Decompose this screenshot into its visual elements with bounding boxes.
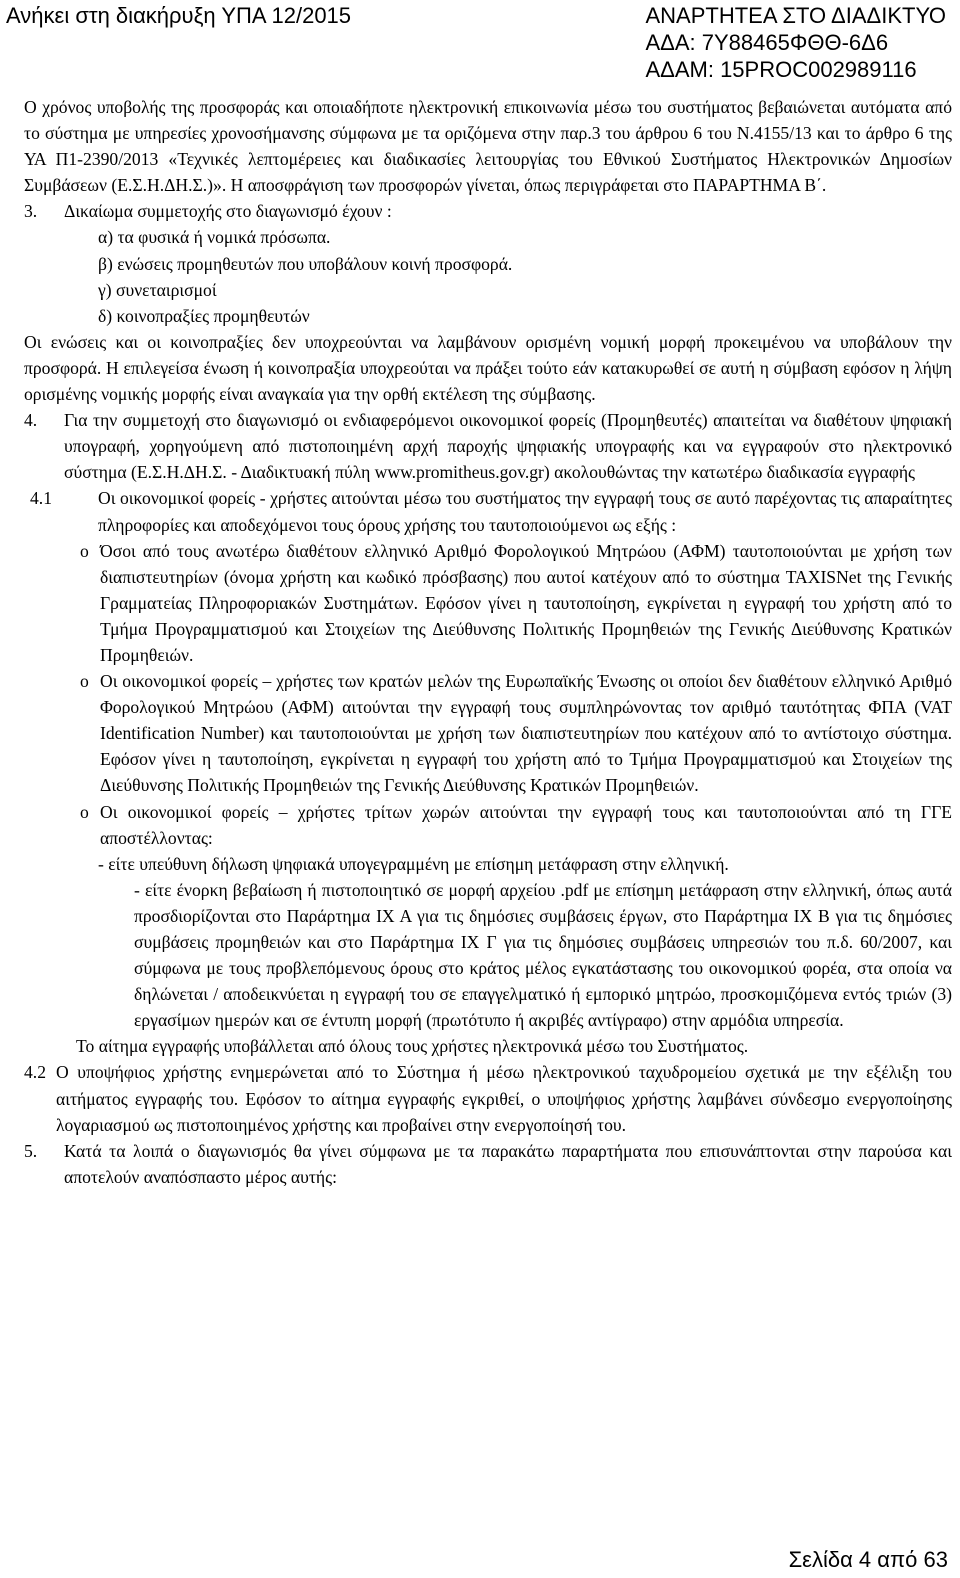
section-4-1-text: Οι οικονομικοί φορείς - χρήστες αιτούνται μέσω του συστήματος την εγγραφή τους σε αυτό παρέχοντας τις απαραίτητες πληροφορίες και αποδεχόμενοι τους όρους χρήσης του ταυτοποιούμενοι ως εξής : xyxy=(98,488,952,535)
bullet-2-text: Οι οικονομικοί φορείς – χρήστες των κρατών μελών της Ευρωπαϊκής Ένωσης οι οποίοι δεν διαθέτουν ελληνικό Αριθμό Φορολογικού Μητρώου (ΑΦΜ) αιτούνται την εγγραφή τους συμπληρώνοντας τον αριθμό ταυτότητας ΦΠΑ (VAT Identification Number) και ταυτοποιούνται με χρήση των διαπιστευτηρίων που κατέχουν από το αντίστοιχο σύστημα. Εφόσον γίνει η ταυτοποίηση, εγκρίνεται η εγγραφή του χρήστη από το Τμήμα Προγραμματισμού και Στοιχείων της Διεύθυνσης Πολιτικής Προμηθειών της Γενικής Διεύθυνσης Κρατικών Προμηθειών. xyxy=(100,671,952,796)
header-ada: ΑΔΑ: 7Υ88465ΦΘΘ-6Δ6 xyxy=(645,30,889,55)
header-right-block xyxy=(645,2,946,83)
bullet-item-3 xyxy=(24,799,952,851)
section-4-1 xyxy=(24,485,952,537)
section-4-2-number: 4.2 xyxy=(24,1062,46,1083)
bullet-item-2 xyxy=(24,668,952,798)
section-4-text: Για την συμμετοχή στο διαγωνισμό οι ενδιαφερόμενοι οικονομικοί φορείς (Προμηθευτές) απαιτείται να διαθέτουν ψηφιακή υπογραφή, χορηγούμενη από πιστοποιημένη αρχή παροχής ψηφιακής υπογραφής και να εγγραφούν στο ηλεκτρονικό σύστημα (Ε.Σ.Η.ΔΗ.Σ. - Διαδικτυακή πύλη www.promitheus.gov.gr) ακολουθώντας την κατωτέρω διαδικασία εγγραφής xyxy=(64,410,952,483)
section-4-number: 4. xyxy=(24,410,38,431)
header-publish-note: ΑΝΑΡΤΗΤΕΑ ΣΤΟ ΔΙΑΔΙΚΤΥΟ xyxy=(645,3,946,28)
bullet-1-mark: o xyxy=(80,540,89,561)
dash-item-1: - είτε υπεύθυνη δήλωση ψηφιακά υπογεγραμμένη με επίσημη μετάφραση στην ελληνική. xyxy=(98,853,729,874)
section-3 xyxy=(24,198,952,224)
section-3-number: 3. xyxy=(24,201,38,222)
section-3-item-c: γ) συνεταιρισμοί xyxy=(98,279,217,300)
header-left-note: Ανήκει στη διακήρυξη ΥΠΑ 12/2015 xyxy=(6,3,352,28)
registration-request-note: Το αίτημα εγγραφής υποβάλλεται από όλους τους χρήστες ηλεκτρονικά μέσω του Συστήματος. xyxy=(76,1036,749,1057)
section-4-2 xyxy=(24,1059,952,1137)
section-3-title: Δικαίωμα συμμετοχής στο διαγωνισμό έχουν : xyxy=(64,201,392,222)
document-body xyxy=(24,94,952,1190)
header-adam: ΑΔΑΜ: 15PROC002989116 xyxy=(645,57,917,82)
section-3-item-d: δ) κοινοπραξίες προμηθευτών xyxy=(98,305,310,326)
bullet-2-mark: o xyxy=(80,671,89,692)
section-5-text: Κατά τα λοιπά ο διαγωνισμός θα γίνει σύμφωνα με τα παρακάτω παραρτήματα που επισυνάπτονται στην παρούσα και αποτελούν αναπόσπαστο μέρος αυτής: xyxy=(64,1140,952,1187)
page-number: Σελίδα 4 από 63 xyxy=(788,1547,948,1572)
section-3-item-b: β) ενώσεις προμηθευτών που υποβάλουν κοινή προσφορά. xyxy=(98,253,513,274)
bullet-item-1 xyxy=(24,538,952,668)
paragraph-submission-time: Ο χρόνος υποβολής της προσφοράς και οποιαδήποτε ηλεκτρονική επικοινωνία μέσω του συστήματος βεβαιώνεται αυτόματα από το σύστημα με υπηρεσίες χρονοσήμανσης σύμφωνα με τα οριζόμενα στην παρ.3 του άρθρου 6 του Ν.4155/13 και το άρθρο 6 της ΥΑ Π1-2390/2013 «Τεχνικές λεπτομέρειες και διαδικασίες λειτουργίας του Εθνικού Συστήματος Ηλεκτρονικών Δημοσίων Συμβάσεων (Ε.Σ.Η.ΔΗ.Σ.)». Η αποσφράγιση των προσφορών γίνεται, όπως περιγράφεται στο ΠΑΡΑΡΤΗΜΑ Β΄. xyxy=(24,97,952,196)
section-3-text: Οι ενώσεις και οι κοινοπραξίες δεν υποχρεούνται να λαμβάνουν ορισμένη νομική μορφή προκειμένου να υποβάλουν την προσφορά. Η επιλεγείσα ένωση ή κοινοπραξία υποχρεούται να πράξει τούτο εάν κατακυρωθεί σε αυτή η σύμβαση εφόσον η λήψη ορισμένης νομικής μορφής είναι αναγκαία για την ορθή εκτέλεση της σύμβασης. xyxy=(24,331,952,405)
section-4-2-text: Ο υποψήφιος χρήστης ενημερώνεται από το Σύστημα ή μέσω ηλεκτρονικού ταχυδρομείου σχετικά με την εξέλιξη του αιτήματος εγγραφής του. Εφόσον το αίτημα εγγραφής εγκριθεί, ο υποψήφιος χρήστης λαμβάνει σύνδεσμο ενεργοποίησης λογαριασμού ως πιστοποιημένος χρήστης και προβαίνει στην ενεργοποίησή του. xyxy=(56,1062,952,1135)
bullet-1-text: Όσοι από τους ανωτέρω διαθέτουν ελληνικό Αριθμό Φορολογικού Μητρώου (ΑΦΜ) ταυτοποιούνται με χρήση των διαπιστευτηρίων (όνομα χρήστη και κωδικό πρόσβασης) που αυτοί κατέχουν από το σύστημα TAXISNet της Γενικής Γραμματείας Πληροφοριακών Συστημάτων. Εφόσον γίνει η ταυτοποίηση, εγκρίνεται η εγγραφή του χρήστη από το Τμήμα Προγραμματισμού και Στοιχείων της Διεύθυνσης Πολιτικής Προμηθειών της Γενικής Διεύθυνσης Κρατικών Προμηθειών. xyxy=(100,540,952,665)
section-5-number: 5. xyxy=(24,1140,38,1161)
section-4-1-number: 4.1 xyxy=(30,488,52,509)
dash-item-2: - είτε ένορκη βεβαίωση ή πιστοποιητικό σε μορφή αρχείου .pdf με επίσημη μετάφραση στην ελληνική, όπως αυτά προσδιορίζονται στο Παράρτημα ΙΧ Α για τις δημόσιες συμβάσεις έργων, στο Παράρτημα ΙΧ Β για τις δημόσιες συμβάσεις προμηθειών και στο Παράρτημα ΙΧ Γ για τις δημόσιες συμβάσεις υπηρεσιών του π.δ. 60/2007, και σύμφωνα με τους προβλεπόμενους όρους στο κράτος μέλος εγκατάστασης του οικονομικού φορέα, στα οποία να δηλώνεται / αποδεικνύεται η εγγραφή του σε επαγγελματικό ή εμπορικό μητρώο, προσκομιζόμενα εντός τριών (3) εργασίμων ημερών και σε έντυπη μορφή (πρωτότυπο ή ακριβές αντίγραφο) στην αρμόδια υπηρεσία. xyxy=(134,879,952,1031)
bullet-3-text: Οι οικονομικοί φορείς – χρήστες τρίτων χωρών αιτούνται την εγγραφή τους και ταυτοποιούνται από τη ΓΓΕ αποστέλλοντας: xyxy=(100,801,952,848)
bullet-3-mark: o xyxy=(80,801,89,822)
section-4 xyxy=(24,407,952,485)
section-5 xyxy=(24,1138,952,1190)
page-header xyxy=(0,0,960,80)
section-3-item-a: α) τα φυσικά ή νομικά πρόσωπα. xyxy=(98,227,331,248)
